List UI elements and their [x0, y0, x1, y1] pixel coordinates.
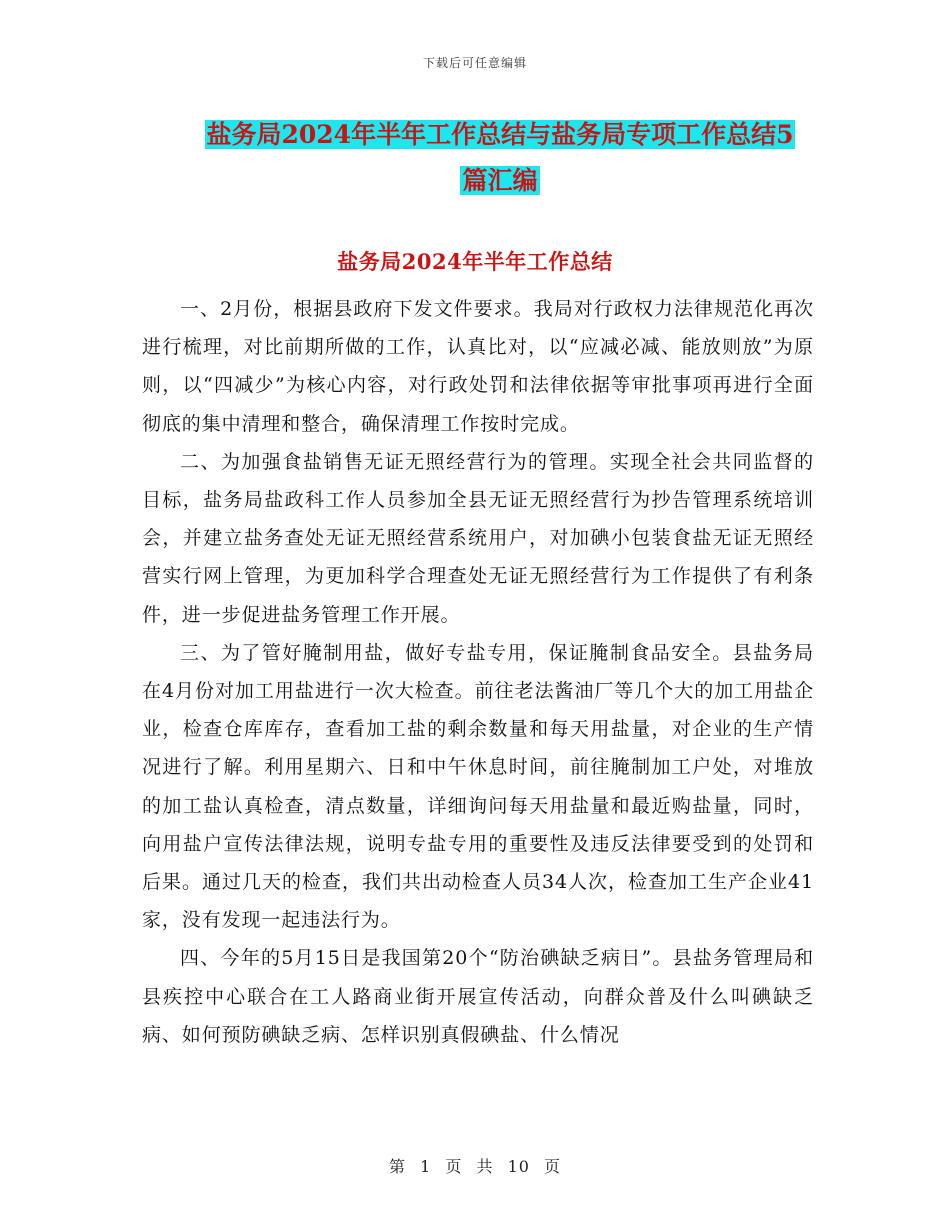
footer-label-total-unit: 页	[544, 1157, 562, 1176]
footer-total-pages: 10	[507, 1157, 530, 1176]
header-note: 下载后可任意编辑	[422, 56, 527, 70]
footer-label-total: 共	[476, 1157, 494, 1176]
footer-label-page: 第	[388, 1157, 406, 1176]
section-title: 盐务局2024年半年工作总结	[337, 249, 613, 274]
footer-current-page: 1	[420, 1157, 432, 1176]
paragraph-3: 三、为了管好腌制用盐，做好专盐专用，保证腌制食品安全。县盐务局在4月份对加工用盐进行一次大检查。前往老法酱油厂等几个大的加工用盐企业，检查仓库库存，查看加工盐的剩余数量和每天用盐量，对企业的生产情况进行了解。利用星期六、日和中午休息时间，前往腌制加工户处，对堆放的加工盐认真检查，清点数量，详细询问每天用盐量和最近购盐量，同时，向用盐户宣传法律法规，说明专盐专用的重要性及违反法律要受到的处罚和后果。通过几天的检查，我们共出动检查人员34人次，检查加工生产企业41家，没有发现一起违法行为。	[142, 641, 814, 932]
page-footer	[0, 1154, 950, 1177]
document-title-line-2: 篇汇编	[462, 166, 538, 195]
document-body	[142, 290, 814, 1054]
paragraph-2: 二、为加强食盐销售无证无照经营行为的管理。实现全社会共同监督的目标，盐务局盐政科工作人员参加全县无证无照经营行为抄告管理系统培训会，并建立盐务查处无证无照经营系统用户，对加碘小包装食盐无证无照经营实行网上管理，为更加科学合理查处无证无照经营行为工作提供了有利条件，进一步促进盐务管理工作开展。	[142, 450, 814, 626]
footer-label-page-unit: 页	[445, 1157, 463, 1176]
paragraph-4: 四、今年的5月15日是我国第20个“防治碘缺乏病日”。县盐务管理局和县疾控中心联合在工人路商业街开展宣传活动，向群众普及什么叫碘缺乏病、如何预防碘缺乏病、怎样识别真假碘盐、什么情况	[142, 947, 814, 1046]
document-title-line-1: 盐务局2024年半年工作总结与盐务局专项工作总结5	[206, 120, 794, 149]
paragraph-1: 一、2月份，根据县政府下发文件要求。我局对行政权力法律规范化再次进行梳理，对比前期所做的工作，认真比对，以“应减必减、能放则放”为原则，以“四减少”为核心内容，对行政处罚和法律依据等审批事项再进行全面彻底的集中清理和整合，确保清理工作按时完成。	[142, 298, 814, 435]
document-title	[150, 112, 850, 204]
